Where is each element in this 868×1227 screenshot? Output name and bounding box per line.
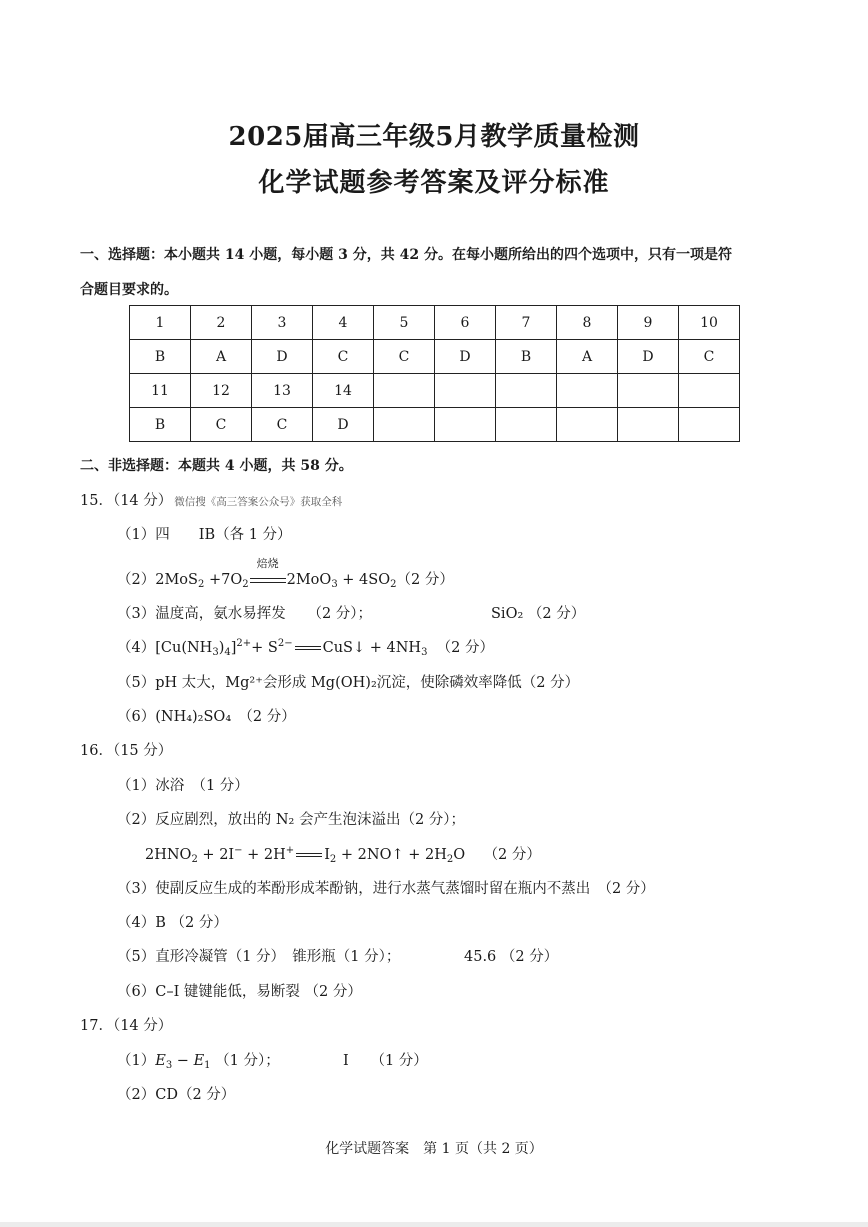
answer-table-cell: 8 <box>557 306 618 340</box>
q15-answer-2-score: （2 分） <box>396 572 454 588</box>
q16-answer-1: （1）冰浴 （1 分） <box>117 778 249 794</box>
answer-table-row <box>130 340 740 374</box>
section2-instructions: 二、非选择题：本题共 4 小题，共 58 分。 <box>80 458 353 474</box>
answer-table-cell: C <box>313 340 374 374</box>
answer-table-cell: B <box>496 340 557 374</box>
q16-answer-5: （5）直形冷凝管（1 分） 锥形瓶（1 分）； <box>117 949 401 965</box>
answer-table-cell: 9 <box>618 306 679 340</box>
answer-table-cell: 2 <box>191 306 252 340</box>
answer-table-cell: C <box>679 340 740 374</box>
q15-answer-5: （5）pH 太大，Mg²⁺会形成 Mg(OH)₂沉淀，使除磷效率降低（2 分） <box>117 675 580 691</box>
q15-answer-3 <box>117 602 372 623</box>
answer-table-cell: 12 <box>191 374 252 408</box>
answer-table-cell: 11 <box>130 374 191 408</box>
section1-instructions-line2: 合题目要求的。 <box>80 282 178 298</box>
answer-table-cell: 7 <box>496 306 557 340</box>
q15-answer-4-label: （4） <box>117 640 156 656</box>
answer-table-cell: A <box>557 340 618 374</box>
q15-answer-3-right: SiO₂ （2 分） <box>491 606 586 622</box>
answer-table-cell: D <box>618 340 679 374</box>
q17-answer-1-label: （1） <box>117 1053 156 1069</box>
q15-answer-6: （6）(NH₄)₂SO₄ （2 分） <box>117 709 296 725</box>
answer-table-cell: 5 <box>374 306 435 340</box>
answer-table-cell: D <box>313 408 374 442</box>
section1-instructions-line1: 一、选择题：本小题共 14 小题，每小题 3 分，共 42 分。在每小题所给出的四个选项中，只有一项是符 <box>80 247 732 263</box>
q17-answer-2: （2）CD（2 分） <box>117 1087 236 1103</box>
answer-table-cell: A <box>191 340 252 374</box>
answer-table-cell <box>679 374 740 408</box>
q16-answer-4: （4）B （2 分） <box>117 915 228 931</box>
answer-table-cell <box>435 408 496 442</box>
q17-answer-1-score: （1 分）； <box>215 1053 280 1069</box>
answer-table-row <box>130 306 740 340</box>
q15-heading <box>80 489 342 510</box>
answer-table-cell <box>557 374 618 408</box>
answer-table-cell <box>374 408 435 442</box>
q17-heading: 17．（14 分） <box>80 1018 173 1034</box>
answer-table-cell <box>618 374 679 408</box>
answer-table-cell <box>679 408 740 442</box>
answer-table-cell <box>496 374 557 408</box>
q15-answer-2-label: （2） <box>117 572 156 588</box>
answer-table-cell: 3 <box>252 306 313 340</box>
q16-answer-6: （6）C–I 键键能低，易断裂 （2 分） <box>117 984 362 1000</box>
answer-table-cell: 1 <box>130 306 191 340</box>
page-subtitle: 化学试题参考答案及评分标准 <box>258 168 610 198</box>
answer-table-row <box>130 408 740 442</box>
answer-table-cell <box>435 374 496 408</box>
q17-answer-1-right: I （1 分） <box>343 1053 428 1069</box>
page-title: 2025届高三年级5月教学质量检测 <box>228 122 640 152</box>
q16-equation-score: （2 分） <box>483 847 541 863</box>
watermark-text: 微信搜《高三答案公众号》获取全科 <box>174 496 343 508</box>
answer-table-cell: C <box>374 340 435 374</box>
answer-table-cell <box>374 374 435 408</box>
q15-answer-3-left: （3）温度高，氨水易挥发 （2 分）； <box>117 606 373 622</box>
answer-table-cell: C <box>191 408 252 442</box>
q15-answer-2: $(2)2MoS_2 +7O_2$ 焙烧 $2MoO_3 + 4SO_2(2$ 分） <box>117 557 454 590</box>
q15-answer-4: $(4)[Cu(NH_3)_4]^{2+}+ S^{2-}$ CuS↓ + $4NH_3$ （2 分） <box>117 638 495 658</box>
answer-table-cell: 4 <box>313 306 374 340</box>
q16-heading: 16．（15 分） <box>80 743 173 759</box>
answer-table-cell: B <box>130 340 191 374</box>
answer-table-cell: 10 <box>679 306 740 340</box>
answer-table-cell: B <box>130 408 191 442</box>
q16-answer-3: （3）使副反应生成的苯酚形成苯酚钠，进行水蒸气蒸馏时留在瓶内不蒸出 （2 分） <box>117 881 655 897</box>
answer-table-cell: 6 <box>435 306 496 340</box>
answer-table-cell <box>557 408 618 442</box>
q16-answer-2: （2）反应剧烈，放出的 N₂ 会产生泡沫溢出（2 分）； <box>117 812 466 828</box>
answer-table-cell: D <box>252 340 313 374</box>
q15-answer-1: （1）四 IB（各 1 分） <box>117 527 292 543</box>
page-footer: 化学试题答案 第 1 页（共 2 页） <box>325 1141 543 1157</box>
answer-table-cell: 14 <box>313 374 374 408</box>
answer-table-cell: 13 <box>252 374 313 408</box>
answer-table-cell: D <box>435 340 496 374</box>
bottom-edge <box>0 1222 868 1227</box>
answer-table-cell <box>496 408 557 442</box>
answer-table-row <box>130 374 740 408</box>
reaction-condition <box>250 557 286 588</box>
condition-text: 焙烧 <box>256 557 279 570</box>
answer-table-cell: C <box>252 408 313 442</box>
q15-head: 15．（14 分） <box>80 493 173 509</box>
q16-answer-2-equation: $2HNO_2 + 2I^- + 2H^+$ $I_2$ + 2NO↑ + $2H_2O$ （2 分） <box>145 845 541 865</box>
answer-table-cell <box>618 408 679 442</box>
multiple-choice-answer-table <box>129 305 740 442</box>
q15-answer-4-score: （2 分） <box>436 640 495 656</box>
q17-answer-1: $(1)E_3 - E_1$ （1 分）； <box>117 1053 280 1071</box>
q16-answer-5-right: 45.6 （2 分） <box>464 949 559 965</box>
